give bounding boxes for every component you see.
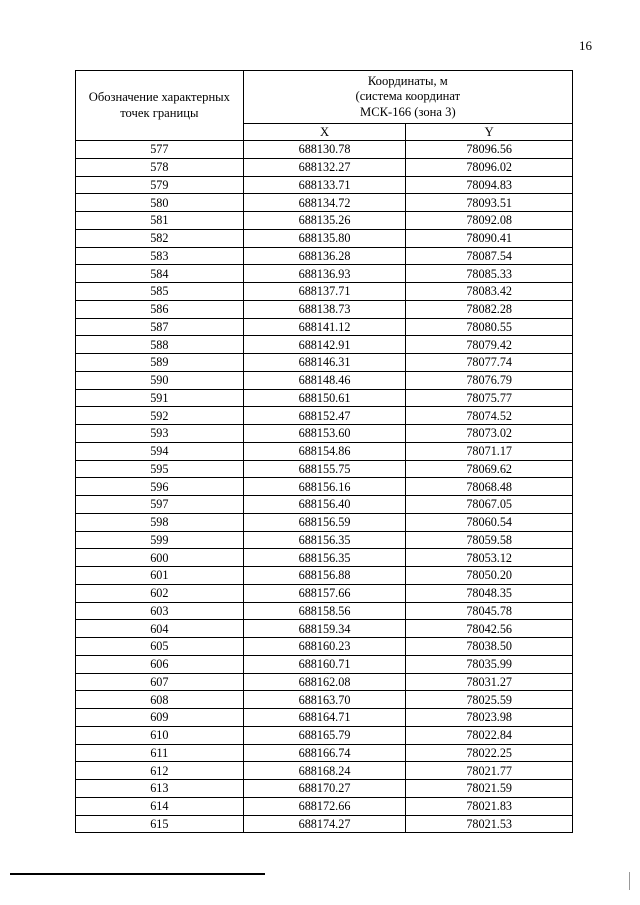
point-number-cell: 614 xyxy=(76,797,244,815)
x-coordinate-cell: 688159.34 xyxy=(243,620,406,638)
y-coordinate-cell: 78074.52 xyxy=(406,407,573,425)
x-coordinate-cell: 688148.46 xyxy=(243,371,406,389)
y-coordinate-cell: 78022.25 xyxy=(406,744,573,762)
y-coordinate-cell: 78060.54 xyxy=(406,513,573,531)
table-row xyxy=(76,655,573,673)
table-row xyxy=(76,318,573,336)
x-coordinate-cell: 688172.66 xyxy=(243,797,406,815)
x-coordinate-cell: 688156.88 xyxy=(243,567,406,585)
y-coordinate-cell: 78073.02 xyxy=(406,425,573,443)
table-row xyxy=(76,602,573,620)
point-number-cell: 583 xyxy=(76,247,244,265)
table-row xyxy=(76,496,573,514)
table-row xyxy=(76,283,573,301)
x-coordinate-cell: 688160.23 xyxy=(243,638,406,656)
x-coordinate-cell: 688152.47 xyxy=(243,407,406,425)
point-number-cell: 585 xyxy=(76,283,244,301)
table-row xyxy=(76,584,573,602)
point-number-cell: 599 xyxy=(76,531,244,549)
y-coordinate-cell: 78038.50 xyxy=(406,638,573,656)
point-number-cell: 602 xyxy=(76,584,244,602)
y-coordinate-cell: 78075.77 xyxy=(406,389,573,407)
y-coordinate-cell: 78042.56 xyxy=(406,620,573,638)
table-row xyxy=(76,673,573,691)
y-coordinate-cell: 78093.51 xyxy=(406,194,573,212)
point-number-cell: 610 xyxy=(76,726,244,744)
coordinate-zone-label: МСК-166 (зона 3) xyxy=(360,104,456,119)
point-number-cell: 581 xyxy=(76,212,244,230)
coordinate-system-label: (система координат xyxy=(355,89,461,104)
table-row xyxy=(76,691,573,709)
x-coordinate-cell: 688142.91 xyxy=(243,336,406,354)
point-number-cell: 586 xyxy=(76,300,244,318)
x-coordinate-cell: 688166.74 xyxy=(243,744,406,762)
point-number-cell: 588 xyxy=(76,336,244,354)
table-row xyxy=(76,354,573,372)
point-number-cell: 606 xyxy=(76,655,244,673)
x-coordinate-cell: 688156.59 xyxy=(243,513,406,531)
table-row xyxy=(76,336,573,354)
table-row xyxy=(76,371,573,389)
table-row xyxy=(76,709,573,727)
page-number: 16 xyxy=(579,38,592,53)
y-coordinate-cell: 78096.56 xyxy=(406,141,573,159)
table-row xyxy=(76,549,573,567)
x-coordinate-cell: 688150.61 xyxy=(243,389,406,407)
x-coordinate-cell: 688135.80 xyxy=(243,229,406,247)
y-coordinate-cell: 78053.12 xyxy=(406,549,573,567)
table-row xyxy=(76,141,573,159)
point-number-cell: 601 xyxy=(76,567,244,585)
y-coordinate-cell: 78094.83 xyxy=(406,176,573,194)
x-coordinate-cell: 688134.72 xyxy=(243,194,406,212)
y-coordinate-cell: 78035.99 xyxy=(406,655,573,673)
point-number-cell: 611 xyxy=(76,744,244,762)
x-coordinate-cell: 688130.78 xyxy=(243,141,406,159)
point-number-cell: 593 xyxy=(76,425,244,443)
table-row xyxy=(76,229,573,247)
y-coordinate-cell: 78021.77 xyxy=(406,762,573,780)
x-coordinate-cell: 688133.71 xyxy=(243,176,406,194)
coordinates-header xyxy=(243,71,572,124)
y-coordinate-cell: 78021.83 xyxy=(406,797,573,815)
table-row xyxy=(76,780,573,798)
x-coordinate-cell: 688164.71 xyxy=(243,709,406,727)
x-coordinate-cell: 688146.31 xyxy=(243,354,406,372)
y-coordinate-cell: 78085.33 xyxy=(406,265,573,283)
y-coordinate-cell: 78083.42 xyxy=(406,283,573,301)
y-coordinate-cell: 78077.74 xyxy=(406,354,573,372)
x-coordinate-cell: 688137.71 xyxy=(243,283,406,301)
point-number-cell: 604 xyxy=(76,620,244,638)
y-coordinate-cell: 78068.48 xyxy=(406,478,573,496)
x-coordinate-cell: 688156.40 xyxy=(243,496,406,514)
x-coordinate-cell: 688136.28 xyxy=(243,247,406,265)
x-coordinate-cell: 688163.70 xyxy=(243,691,406,709)
point-number-cell: 596 xyxy=(76,478,244,496)
point-number-cell: 615 xyxy=(76,815,244,833)
y-coordinate-cell: 78022.84 xyxy=(406,726,573,744)
table-row xyxy=(76,194,573,212)
y-coordinate-cell: 78048.35 xyxy=(406,584,573,602)
y-coordinate-cell: 78067.05 xyxy=(406,496,573,514)
table-row xyxy=(76,407,573,425)
y-coordinate-cell: 78096.02 xyxy=(406,158,573,176)
y-coordinate-cell: 78090.41 xyxy=(406,229,573,247)
x-coordinate-cell: 688160.71 xyxy=(243,655,406,673)
point-designation-label: Обозначение характерных точек границы xyxy=(88,90,230,120)
x-coordinate-cell: 688156.35 xyxy=(243,531,406,549)
point-number-cell: 584 xyxy=(76,265,244,283)
y-coordinate-cell: 78031.27 xyxy=(406,673,573,691)
x-coordinate-cell: 688155.75 xyxy=(243,460,406,478)
x-coordinate-cell: 688165.79 xyxy=(243,726,406,744)
table-row xyxy=(76,620,573,638)
point-designation-header xyxy=(76,71,244,141)
table-row xyxy=(76,300,573,318)
coordinates-table xyxy=(75,70,573,833)
y-coordinate-cell: 78082.28 xyxy=(406,300,573,318)
point-number-cell: 612 xyxy=(76,762,244,780)
table-row xyxy=(76,176,573,194)
table-row xyxy=(76,513,573,531)
x-coordinate-cell: 688135.26 xyxy=(243,212,406,230)
x-column-header: X xyxy=(243,124,406,141)
x-coordinate-cell: 688168.24 xyxy=(243,762,406,780)
point-number-cell: 590 xyxy=(76,371,244,389)
table-row xyxy=(76,726,573,744)
table-row xyxy=(76,265,573,283)
table-row xyxy=(76,425,573,443)
point-number-cell: 595 xyxy=(76,460,244,478)
table-row xyxy=(76,815,573,833)
coordinates-title: Координаты, м xyxy=(367,74,448,89)
point-number-cell: 580 xyxy=(76,194,244,212)
table-body xyxy=(76,141,573,833)
table-row xyxy=(76,797,573,815)
point-number-cell: 597 xyxy=(76,496,244,514)
point-number-cell: 600 xyxy=(76,549,244,567)
table-row xyxy=(76,247,573,265)
y-coordinate-cell: 78025.59 xyxy=(406,691,573,709)
point-number-cell: 598 xyxy=(76,513,244,531)
point-number-cell: 577 xyxy=(76,141,244,159)
point-number-cell: 578 xyxy=(76,158,244,176)
table-row xyxy=(76,478,573,496)
x-coordinate-cell: 688141.12 xyxy=(243,318,406,336)
y-coordinate-cell: 78079.42 xyxy=(406,336,573,354)
y-coordinate-cell: 78076.79 xyxy=(406,371,573,389)
x-coordinate-cell: 688136.93 xyxy=(243,265,406,283)
point-number-cell: 607 xyxy=(76,673,244,691)
table-row xyxy=(76,744,573,762)
x-coordinate-cell: 688153.60 xyxy=(243,425,406,443)
point-number-cell: 582 xyxy=(76,229,244,247)
table-row xyxy=(76,389,573,407)
table-row xyxy=(76,531,573,549)
x-coordinate-cell: 688156.35 xyxy=(243,549,406,567)
y-coordinate-cell: 78092.08 xyxy=(406,212,573,230)
y-coordinate-cell: 78023.98 xyxy=(406,709,573,727)
x-coordinate-cell: 688162.08 xyxy=(243,673,406,691)
point-number-cell: 608 xyxy=(76,691,244,709)
y-column-header: Y xyxy=(406,124,573,141)
point-number-cell: 603 xyxy=(76,602,244,620)
x-coordinate-cell: 688158.56 xyxy=(243,602,406,620)
table-row xyxy=(76,567,573,585)
x-coordinate-cell: 688132.27 xyxy=(243,158,406,176)
y-coordinate-cell: 78059.58 xyxy=(406,531,573,549)
scan-edge-mark xyxy=(629,872,630,890)
y-coordinate-cell: 78087.54 xyxy=(406,247,573,265)
point-number-cell: 592 xyxy=(76,407,244,425)
y-coordinate-cell: 78021.53 xyxy=(406,815,573,833)
x-coordinate-cell: 688138.73 xyxy=(243,300,406,318)
y-coordinate-cell: 78069.62 xyxy=(406,460,573,478)
footer-rule xyxy=(10,873,265,875)
y-coordinate-cell: 78071.17 xyxy=(406,442,573,460)
table-row xyxy=(76,212,573,230)
x-coordinate-cell: 688174.27 xyxy=(243,815,406,833)
y-coordinate-cell: 78021.59 xyxy=(406,780,573,798)
point-number-cell: 579 xyxy=(76,176,244,194)
table-row xyxy=(76,460,573,478)
y-coordinate-cell: 78045.78 xyxy=(406,602,573,620)
point-number-cell: 589 xyxy=(76,354,244,372)
point-number-cell: 591 xyxy=(76,389,244,407)
y-coordinate-cell: 78050.20 xyxy=(406,567,573,585)
x-coordinate-cell: 688154.86 xyxy=(243,442,406,460)
point-number-cell: 594 xyxy=(76,442,244,460)
point-number-cell: 605 xyxy=(76,638,244,656)
point-number-cell: 609 xyxy=(76,709,244,727)
table-row xyxy=(76,442,573,460)
x-coordinate-cell: 688156.16 xyxy=(243,478,406,496)
point-number-cell: 587 xyxy=(76,318,244,336)
table-row xyxy=(76,158,573,176)
point-number-cell: 613 xyxy=(76,780,244,798)
table-row xyxy=(76,762,573,780)
y-coordinate-cell: 78080.55 xyxy=(406,318,573,336)
x-coordinate-cell: 688170.27 xyxy=(243,780,406,798)
x-coordinate-cell: 688157.66 xyxy=(243,584,406,602)
table-row xyxy=(76,638,573,656)
table-header-row xyxy=(76,71,573,124)
